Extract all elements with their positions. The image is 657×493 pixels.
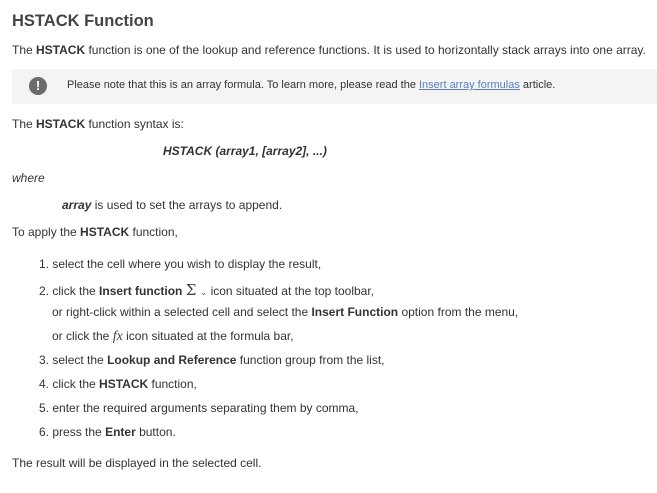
chevron-down-icon: ⌄: [199, 287, 208, 297]
step-4: 4. click the HSTACK function,: [39, 377, 197, 391]
intro-paragraph: The HSTACK function is one of the lookup and reference functions. It is used to horizontally stack arrays into one array.: [12, 43, 646, 57]
step-1: 1. select the cell where you wish to display the result,: [39, 257, 322, 271]
step-6: 6. press the Enter button.: [39, 425, 176, 439]
step-2-alt-right-click: or right-click within a selected cell and select the Insert Function option from the menu,: [52, 305, 519, 319]
step-3: 3. select the Lookup and Reference function group from the list,: [39, 353, 385, 367]
exclamation-icon: !: [29, 77, 47, 95]
note-text: Please note that this is an array formula. To learn more, please read the Insert array formulas article.: [67, 79, 556, 91]
fx-icon: fx: [112, 329, 123, 344]
page-title: HSTACK Function: [12, 12, 154, 30]
array-formula-note: [12, 69, 657, 104]
step-2-alt-fx: or click the fx icon situated at the formula bar,: [52, 329, 294, 344]
step-2: 2. click the Insert function Σ ⌄ icon situated at the top toolbar,: [39, 281, 375, 299]
sigma-icon: Σ: [185, 281, 197, 299]
insert-array-formulas-link[interactable]: Insert array formulas: [419, 79, 520, 91]
result-text: The result will be displayed in the selected cell.: [12, 456, 262, 470]
step-5: 5. enter the required arguments separating them by comma,: [39, 401, 359, 415]
where-label: where: [12, 171, 45, 185]
argument-description: array is used to set the arrays to append.: [62, 198, 283, 212]
syntax-formula: HSTACK (array1, [array2], ...): [163, 144, 327, 158]
syntax-intro: The HSTACK function syntax is:: [12, 117, 184, 131]
apply-intro: To apply the HSTACK function,: [12, 225, 178, 239]
